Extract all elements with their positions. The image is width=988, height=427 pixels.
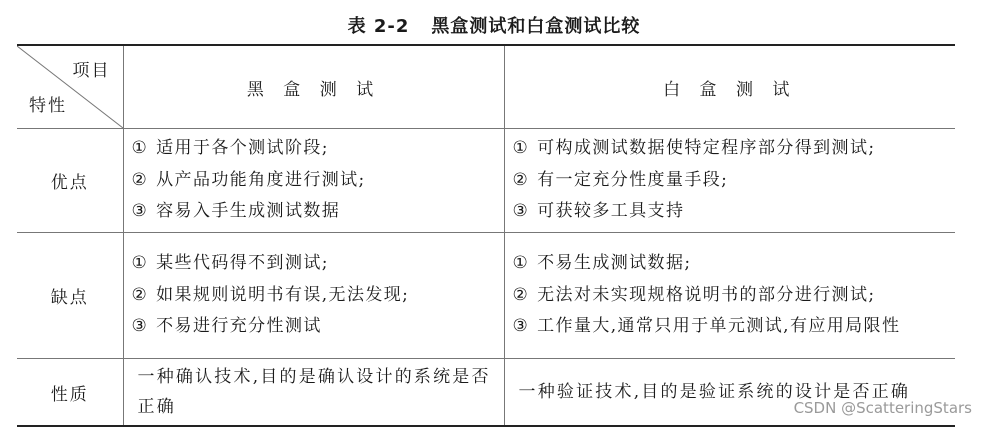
black-box-advantages bbox=[123, 129, 504, 233]
list-item: ③ 容易入手生成测试数据 bbox=[131, 201, 341, 222]
list-item: ③ 可获较多工具支持 bbox=[512, 201, 685, 222]
corner-cell bbox=[17, 45, 123, 129]
list-item: ① 适用于各个测试阶段; bbox=[131, 138, 329, 159]
table-caption bbox=[0, 12, 988, 38]
corner-label-attribute: 特性 bbox=[29, 96, 67, 116]
list-item: ② 如果规则说明书有误,无法发现; bbox=[131, 284, 410, 305]
list-item: ① 可构成测试数据使特定程序部分得到测试; bbox=[512, 138, 876, 159]
list-item: ② 有一定充分性度量手段; bbox=[512, 169, 729, 190]
white-box-advantages bbox=[504, 129, 955, 233]
list-item: ② 无法对未实现规格说明书的部分进行测试; bbox=[512, 284, 876, 305]
white-box-nature: 一种验证技术,目的是验证系统的设计是否正确 bbox=[504, 359, 955, 427]
column-header-white-box: 白 盒 测 试 bbox=[504, 45, 955, 129]
table-row bbox=[17, 233, 955, 359]
black-box-disadvantages bbox=[123, 233, 504, 359]
header-row bbox=[17, 45, 955, 129]
corner-label-item: 项目 bbox=[72, 61, 111, 81]
table-title: 黑盒测试和白盒测试比较 bbox=[431, 16, 641, 37]
watermark: CSDN @ScatteringStars bbox=[793, 399, 972, 417]
black-box-nature: 一种确认技术,目的是确认设计的系统是否正确 bbox=[123, 359, 504, 427]
row-header-advantages: 优点 bbox=[17, 129, 123, 233]
row-header-disadvantages: 缺点 bbox=[17, 233, 123, 359]
list-item: ③ 不易进行充分性测试 bbox=[131, 316, 322, 337]
list-item: ② 从产品功能角度进行测试; bbox=[131, 169, 366, 190]
white-box-disadvantages bbox=[504, 233, 955, 359]
comparison-table bbox=[17, 44, 955, 427]
column-header-black-box: 黑 盒 测 试 bbox=[123, 45, 504, 129]
table-number: 表 2-2 bbox=[347, 16, 410, 37]
list-item: ③ 工作量大,通常只用于单元测试,有应用局限性 bbox=[512, 316, 901, 337]
table-row bbox=[17, 129, 955, 233]
row-header-nature: 性质 bbox=[17, 359, 123, 427]
list-item: ① 不易生成测试数据; bbox=[512, 253, 692, 274]
list-item: ① 某些代码得不到测试; bbox=[131, 253, 329, 274]
